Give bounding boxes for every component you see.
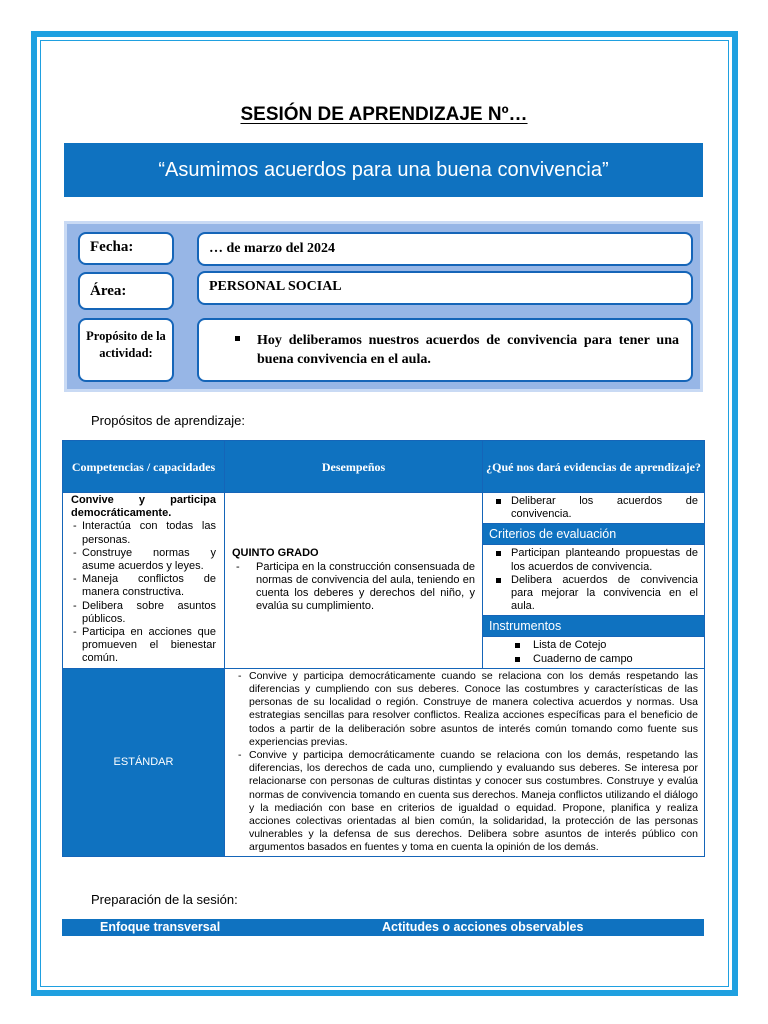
list-item: Deliberar los acuerdos de convivencia. [491,495,698,521]
bullet-icon [235,336,240,341]
transversal-table-header [62,919,704,936]
list-item: - Participa en acciones que promueven el bienestar común. [71,626,216,666]
table-row [63,493,705,669]
list-item: Delibera acuerdos de convivencia para mejorar la convivencia en el aula. [491,574,698,614]
area-value: PERSONAL SOCIAL [197,271,693,305]
list-item: Lista de Cotejo [491,639,698,652]
criteria-header: Criterios de evaluación [483,523,704,545]
header-evidence: ¿Qué nos dará evidencias de aprendizaje? [483,441,705,493]
header-transversal-approach: Enfoque transversal [100,920,221,934]
list-item: - Convive y participa democráticamente cuando se relaciona con los demás, respetando las diferencias, los derechos de cada uno, cumpliendo y evaluando sus deberes. Se interesa por relacionarse con personas de culturas distintas y conocer sus costumbres. Construye y evalúa normas de convivencia tomando en cuenta sus derechos. Maneja conflictos utilizando el diálogo y la mediación con base en criterios de igualdad o equidad. Propone, planifica y realiza acciones colectivas orientadas al bien común, la solidaridad, la protección de las personas vulnerables y la defensa de sus derechos. Delibera sobre asuntos de interés público con argumentos basados en fuentes y toma en cuenta la opinión de los demás. [235,749,698,855]
learning-purposes-label: Propósitos de aprendizaje: [91,413,245,428]
purpose-label: Propósito de la actividad: [78,318,174,382]
grade-label: QUINTO GRADO [232,547,319,560]
area-label: Área: [78,272,174,310]
document-title: SESIÓN DE APRENDIZAJE Nº… [240,104,528,125]
date-value: … de marzo del 2024 [197,232,693,266]
list-item: - Construye normas y asume acuerdos y leyes. [71,547,216,573]
performance-list [232,561,475,614]
standard-label: ESTÁNDAR [63,668,225,856]
evidence-section [483,493,704,523]
evidence-cell [483,493,705,669]
header-competencies: Competencias / capacidades [63,441,225,493]
standard-row [63,668,705,856]
criteria-section [483,545,704,615]
session-title-banner [64,143,703,197]
list-item: - Maneja conflictos de manera constructiva. [71,573,216,599]
session-info-panel [64,221,703,392]
competencies-cell [63,493,225,669]
learning-purposes-table [62,440,705,857]
header-observable-actions: Actitudes o acciones observables [382,920,584,934]
capacities-list [71,520,216,665]
list-item: - Interactúa con todas las personas. [71,520,216,546]
purpose-value-box [197,318,693,382]
session-title: “Asumimos acuerdos para una buena convivencia” [158,158,609,181]
instruments-section [483,637,704,667]
competency-title: Convive y participa democráticamente. [71,494,216,520]
performances-cell [225,493,483,669]
table-header-row [63,441,705,493]
list-item: - Convive y participa democráticamente cuando se relaciona con los demás respetando las diferencias y cumpliendo con sus deberes. Conoce las costumbres y características de las personas de su localidad o región. Construye de manera colectiva acuerdos y normas. Usa estrategias sencillas para resolver conflictos. Realiza acciones específicas para el beneficio de todos a partir de la deliberación sobre asuntos de interés común tomando como fuente sus experiencias previas. [235,670,698,749]
instruments-header: Instrumentos [483,615,704,637]
purpose-value: Hoy deliberamos nuestros acuerdos de convivencia para tener una buena convivencia en el aula. [257,333,679,367]
header-performances: Desempeños [225,441,483,493]
list-item: Participan planteando propuestas de los acuerdos de convivencia. [491,547,698,573]
standard-text-cell [225,668,705,856]
session-prep-label: Preparación de la sesión: [91,892,238,907]
list-item: - Participa en la construcción consensuada de normas de convivencia del aula, teniendo en cuenta los deberes y derechos del niño, y evalúa su cumplimiento. [232,561,475,614]
list-item: - Delibera sobre asuntos públicos. [71,600,216,626]
list-item: Cuaderno de campo [491,653,698,666]
date-label: Fecha: [78,232,174,265]
